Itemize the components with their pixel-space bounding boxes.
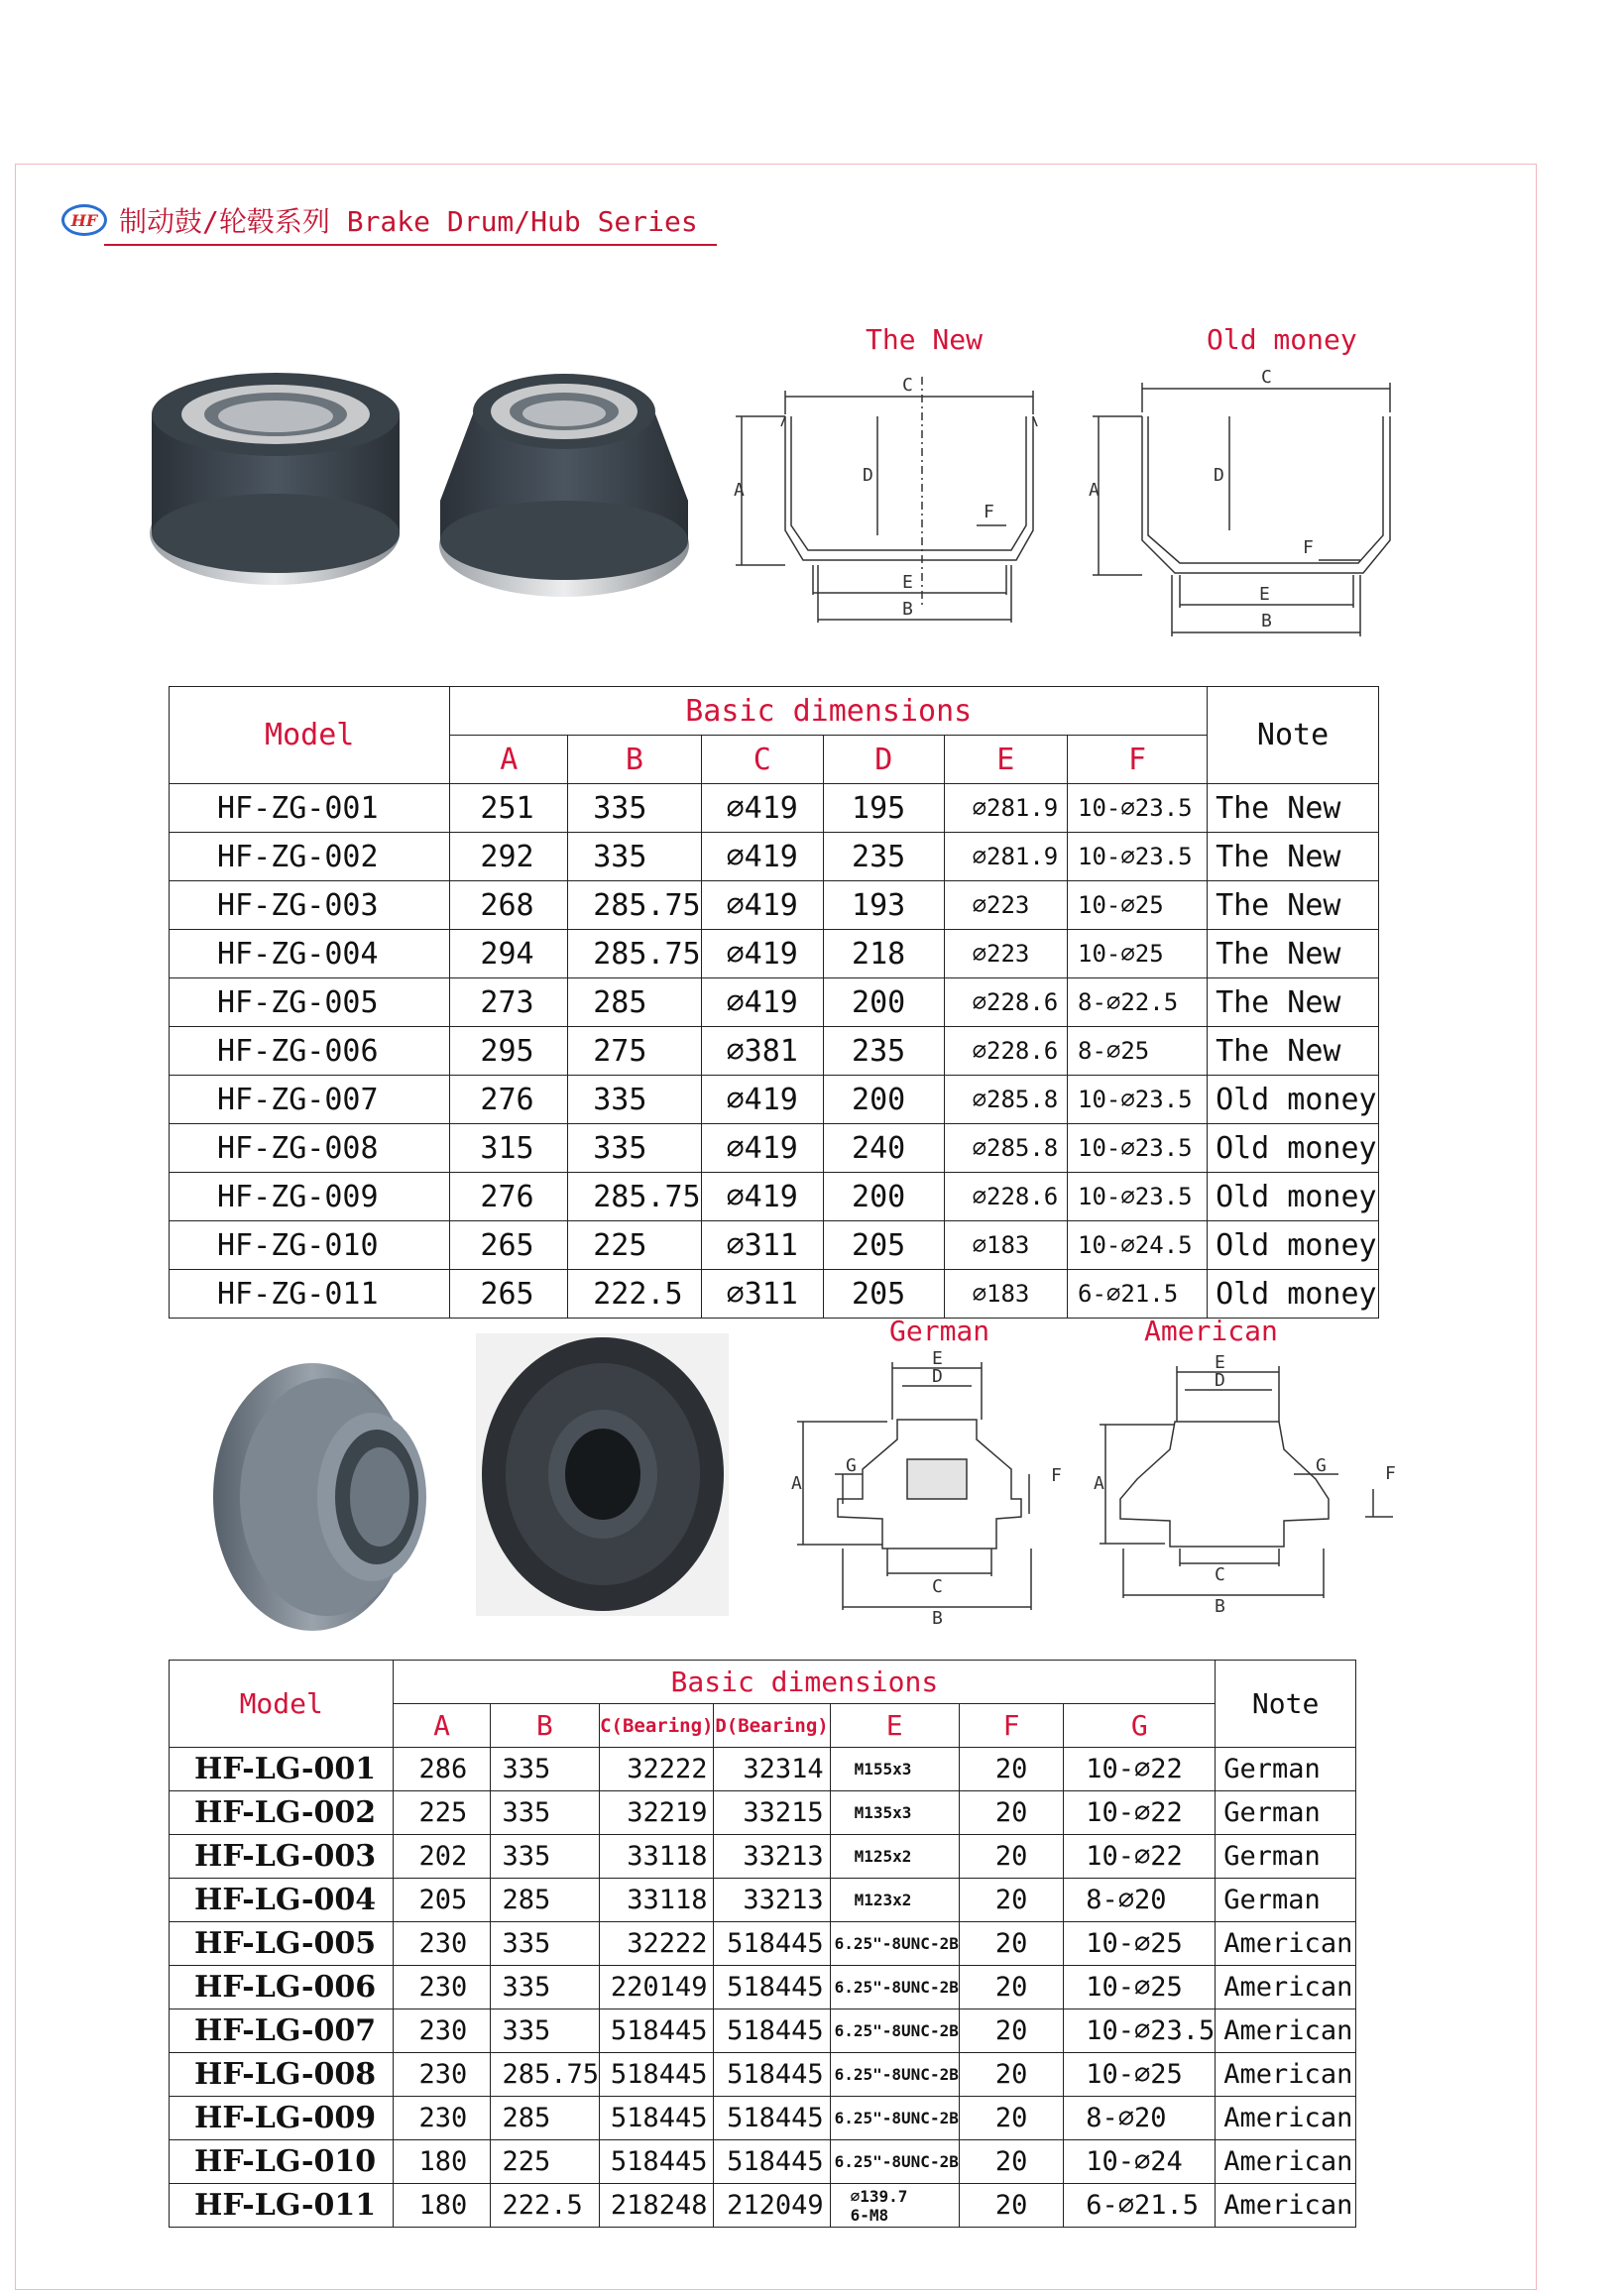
cell-a: 315 [450, 1124, 568, 1173]
cell-a: 294 [450, 930, 568, 978]
col-header-e: E [830, 1704, 959, 1748]
table-row [170, 1221, 1379, 1270]
diagram-title-the-new: The New [866, 323, 984, 356]
cell-b: 335 [568, 1076, 701, 1124]
cell-a: 292 [450, 833, 568, 881]
cell-g: 8-⌀20 [1064, 1879, 1216, 1922]
table-row [170, 2184, 1356, 2228]
cell-b: 335 [568, 784, 701, 833]
cell-a: 276 [450, 1173, 568, 1221]
col-header-f: F [959, 1704, 1063, 1748]
dim-letter-c: C [1215, 1564, 1225, 1585]
hub-dimension-table [169, 1660, 1356, 2228]
hub-photo-2 [476, 1333, 729, 1616]
cell-b: 285.75 [568, 881, 701, 930]
cell-c-bearing: 33118 [600, 1879, 714, 1922]
note-cell: The New [1208, 833, 1379, 881]
note-cell: Old money [1208, 1124, 1379, 1173]
model-cell: HF-LG-011 [170, 2184, 394, 2228]
col-header-c-bearing: C(Bearing) [600, 1704, 714, 1748]
cell-a: 225 [394, 1791, 490, 1835]
cell-a: 276 [450, 1076, 568, 1124]
table-row [170, 1748, 1356, 1791]
brake-drum-dimension-table [169, 686, 1379, 1319]
dim-letter-e: E [1215, 1352, 1225, 1373]
cell-e-line-1: ⌀139.7 [850, 2186, 908, 2206]
cell-a: 295 [450, 1027, 568, 1076]
dim-letter-a: A [1094, 1473, 1104, 1494]
cell-e: 6.25"-8UNC-2B [830, 2140, 959, 2184]
cell-c: ⌀419 [701, 833, 823, 881]
model-cell: HF-LG-006 [170, 1966, 394, 2009]
cell-b: 285 [490, 2097, 600, 2140]
table-row [170, 1835, 1356, 1879]
dim-letter-e: E [902, 572, 913, 593]
cell-f: 10-⌀23.5 [1068, 1124, 1208, 1173]
model-cell: HF-ZG-004 [170, 930, 450, 978]
diagram-title-old-money: Old money [1207, 323, 1357, 356]
table-row [170, 1791, 1356, 1835]
table-row [170, 1966, 1356, 2009]
model-cell: HF-ZG-008 [170, 1124, 450, 1173]
cell-g: 10-⌀25 [1064, 2053, 1216, 2097]
dim-letter-c: C [932, 1576, 943, 1597]
dim-letter-a: A [791, 1473, 802, 1494]
note-cell: The New [1208, 930, 1379, 978]
table-row [170, 1879, 1356, 1922]
col-header-b: B [568, 736, 701, 784]
model-cell: HF-LG-008 [170, 2053, 394, 2097]
table-row [170, 881, 1379, 930]
cell-e: 6.25"-8UNC-2B [830, 2097, 959, 2140]
model-cell: HF-LG-001 [170, 1748, 394, 1791]
model-cell: HF-LG-010 [170, 2140, 394, 2184]
cell-d: 200 [824, 1076, 945, 1124]
cell-d: 200 [824, 978, 945, 1027]
cell-a: 180 [394, 2140, 490, 2184]
note-cell: German [1216, 1791, 1356, 1835]
cell-e: ⌀281.9 [944, 784, 1067, 833]
cell-d: 205 [824, 1270, 945, 1319]
dim-letter-b: B [902, 599, 913, 620]
model-cell: HF-ZG-002 [170, 833, 450, 881]
model-cell: HF-LG-004 [170, 1879, 394, 1922]
page-title: 制动鼓/轮毂系列 Brake Drum/Hub Series [119, 205, 698, 238]
diagram-title-american: American [1144, 1315, 1278, 1347]
cell-d: 195 [824, 784, 945, 833]
diagram-title-german: German [889, 1315, 990, 1347]
note-cell: Old money [1208, 1076, 1379, 1124]
table-row [170, 1270, 1379, 1319]
note-cell: American [1216, 1922, 1356, 1966]
cell-c-bearing: 220149 [600, 1966, 714, 2009]
cell-f: 20 [959, 2140, 1063, 2184]
dim-letter-d: D [1215, 1370, 1225, 1391]
cell-f: 20 [959, 2053, 1063, 2097]
note-cell: American [1216, 2009, 1356, 2053]
cell-b: 335 [490, 1835, 600, 1879]
cell-c: ⌀311 [701, 1221, 823, 1270]
cell-b: 285.75 [568, 1173, 701, 1221]
cell-c-bearing: 32222 [600, 1748, 714, 1791]
hf-logo: HF [61, 204, 107, 236]
dim-letter-g: G [1316, 1455, 1327, 1476]
cell-a: 265 [450, 1221, 568, 1270]
cell-c-bearing: 32222 [600, 1922, 714, 1966]
note-cell: German [1216, 1879, 1356, 1922]
col-header-basic-dimensions: Basic dimensions [394, 1661, 1216, 1704]
cell-e: ⌀223 [944, 881, 1067, 930]
cell-d: 193 [824, 881, 945, 930]
cell-f: 20 [959, 2097, 1063, 2140]
brake-drum-photo-1 [144, 355, 406, 593]
cell-b: 335 [568, 833, 701, 881]
cell-e [830, 2184, 959, 2228]
cell-f: 20 [959, 1966, 1063, 2009]
drum-diagram-the-new [724, 367, 1061, 634]
col-header-note: Note [1208, 687, 1379, 784]
col-header-model: Model [170, 687, 450, 784]
table-row [170, 784, 1379, 833]
cell-g: 10-⌀22 [1064, 1835, 1216, 1879]
cell-g: 10-⌀23.5 [1064, 2009, 1216, 2053]
cell-e: ⌀285.8 [944, 1076, 1067, 1124]
col-header-model: Model [170, 1661, 394, 1748]
cell-f: 10-⌀25 [1068, 930, 1208, 978]
cell-b: 335 [490, 2009, 600, 2053]
cell-g: 10-⌀25 [1064, 1966, 1216, 2009]
cell-g: 6-⌀21.5 [1064, 2184, 1216, 2228]
col-header-g: G [1064, 1704, 1216, 1748]
table-row [170, 930, 1379, 978]
cell-c-bearing: 33118 [600, 1835, 714, 1879]
dim-letter-f: F [984, 502, 994, 522]
col-header-note: Note [1216, 1661, 1356, 1748]
model-cell: HF-ZG-010 [170, 1221, 450, 1270]
cell-d-bearing: 33213 [714, 1835, 830, 1879]
dim-letter-c: C [1261, 367, 1272, 388]
cell-b: 275 [568, 1027, 701, 1076]
cell-b: 285.75 [568, 930, 701, 978]
cell-e: M125x2 [830, 1835, 959, 1879]
cell-e: ⌀281.9 [944, 833, 1067, 881]
cell-f: 20 [959, 1879, 1063, 1922]
cell-b: 335 [568, 1124, 701, 1173]
cell-c: ⌀419 [701, 978, 823, 1027]
dim-letter-e: E [1259, 584, 1270, 605]
cell-f: 20 [959, 1922, 1063, 1966]
cell-e: 6.25"-8UNC-2B [830, 1922, 959, 1966]
dim-letter-b: B [1261, 611, 1272, 631]
cell-f: 10-⌀23.5 [1068, 1173, 1208, 1221]
cell-f: 10-⌀25 [1068, 881, 1208, 930]
dim-letter-f: F [1385, 1463, 1396, 1484]
cell-f: 8-⌀25 [1068, 1027, 1208, 1076]
cell-a: 230 [394, 1966, 490, 2009]
cell-f: 20 [959, 1791, 1063, 1835]
cell-a: 230 [394, 1922, 490, 1966]
model-cell: HF-LG-003 [170, 1835, 394, 1879]
dim-letter-c: C [902, 375, 913, 396]
cell-b: 285 [490, 1879, 600, 1922]
model-cell: HF-ZG-005 [170, 978, 450, 1027]
cell-e: ⌀183 [944, 1270, 1067, 1319]
cell-f: 10-⌀24.5 [1068, 1221, 1208, 1270]
cell-b: 335 [490, 1966, 600, 2009]
col-header-f: F [1068, 736, 1208, 784]
table-row [170, 2053, 1356, 2097]
model-cell: HF-LG-007 [170, 2009, 394, 2053]
table-row [170, 1027, 1379, 1076]
dim-letter-d: D [863, 465, 873, 486]
note-cell: German [1216, 1835, 1356, 1879]
note-cell: American [1216, 2184, 1356, 2228]
col-header-d: D [824, 736, 945, 784]
cell-a: 230 [394, 2053, 490, 2097]
cell-d: 205 [824, 1221, 945, 1270]
col-header-c: C [701, 736, 823, 784]
cell-f: 20 [959, 2184, 1063, 2228]
cell-b: 335 [490, 1791, 600, 1835]
model-cell: HF-ZG-009 [170, 1173, 450, 1221]
note-cell: American [1216, 2097, 1356, 2140]
cell-g: 8-⌀20 [1064, 2097, 1216, 2140]
note-cell: The New [1208, 1027, 1379, 1076]
cell-e: ⌀228.6 [944, 978, 1067, 1027]
cell-d-bearing: 33215 [714, 1791, 830, 1835]
cell-f: 8-⌀22.5 [1068, 978, 1208, 1027]
note-cell: American [1216, 2140, 1356, 2184]
cell-d: 235 [824, 833, 945, 881]
table-row [170, 2009, 1356, 2053]
note-cell: Old money [1208, 1270, 1379, 1319]
cell-e: 6.25"-8UNC-2B [830, 2053, 959, 2097]
cell-e: ⌀285.8 [944, 1124, 1067, 1173]
cell-d-bearing: 32314 [714, 1748, 830, 1791]
note-cell: The New [1208, 881, 1379, 930]
cell-e: M123x2 [830, 1879, 959, 1922]
table-row [170, 1173, 1379, 1221]
cell-d-bearing: 518445 [714, 1966, 830, 2009]
cell-f: 10-⌀23.5 [1068, 784, 1208, 833]
cell-f: 10-⌀23.5 [1068, 833, 1208, 881]
hub-diagram-american [1086, 1350, 1403, 1628]
cell-d-bearing: 518445 [714, 2053, 830, 2097]
dim-letter-e: E [932, 1350, 943, 1369]
model-cell: HF-LG-002 [170, 1791, 394, 1835]
cell-c-bearing: 518445 [600, 2140, 714, 2184]
col-header-basic-dimensions: Basic dimensions [450, 687, 1208, 736]
dim-letter-d: D [1214, 465, 1224, 486]
col-header-e: E [944, 736, 1067, 784]
note-cell: American [1216, 2053, 1356, 2097]
dim-letter-b: B [1215, 1596, 1225, 1617]
model-cell: HF-ZG-006 [170, 1027, 450, 1076]
dim-letter-d: D [932, 1366, 943, 1387]
cell-d-bearing: 518445 [714, 2140, 830, 2184]
cell-d: 235 [824, 1027, 945, 1076]
cell-c-bearing: 32219 [600, 1791, 714, 1835]
cell-c: ⌀419 [701, 1173, 823, 1221]
cell-e: ⌀223 [944, 930, 1067, 978]
cell-b: 285 [568, 978, 701, 1027]
table-row [170, 1124, 1379, 1173]
note-cell: American [1216, 1966, 1356, 2009]
cell-a: 273 [450, 978, 568, 1027]
model-cell: HF-ZG-001 [170, 784, 450, 833]
table-row [170, 1922, 1356, 1966]
cell-d: 240 [824, 1124, 945, 1173]
cell-a: 265 [450, 1270, 568, 1319]
cell-d-bearing: 212049 [714, 2184, 830, 2228]
cell-c: ⌀419 [701, 881, 823, 930]
dim-letter-a: A [1089, 480, 1100, 501]
table-row [170, 978, 1379, 1027]
cell-d: 218 [824, 930, 945, 978]
hub-diagram-german [783, 1350, 1071, 1628]
note-cell: German [1216, 1748, 1356, 1791]
cell-e: M155x3 [830, 1748, 959, 1791]
cell-f: 6-⌀21.5 [1068, 1270, 1208, 1319]
brake-drum-photo-2 [434, 352, 694, 600]
cell-c-bearing: 518445 [600, 2053, 714, 2097]
cell-e: 6.25"-8UNC-2B [830, 1966, 959, 2009]
cell-e: 6.25"-8UNC-2B [830, 2009, 959, 2053]
cell-b: 335 [490, 1748, 600, 1791]
cell-d-bearing: 33213 [714, 1879, 830, 1922]
cell-b: 222.5 [490, 2184, 600, 2228]
cell-a: 230 [394, 2009, 490, 2053]
cell-d-bearing: 518445 [714, 2009, 830, 2053]
table-row [170, 2140, 1356, 2184]
dim-letter-b: B [932, 1608, 943, 1628]
cell-e: ⌀228.6 [944, 1173, 1067, 1221]
title-underline [104, 244, 717, 246]
cell-e: ⌀183 [944, 1221, 1067, 1270]
col-header-d-bearing: D(Bearing) [714, 1704, 830, 1748]
cell-c: ⌀419 [701, 930, 823, 978]
model-cell: HF-ZG-011 [170, 1270, 450, 1319]
cell-a: 230 [394, 2097, 490, 2140]
model-cell: HF-LG-005 [170, 1922, 394, 1966]
cell-c: ⌀419 [701, 1076, 823, 1124]
cell-b: 225 [490, 2140, 600, 2184]
cell-g: 10-⌀22 [1064, 1748, 1216, 1791]
cell-f: 10-⌀23.5 [1068, 1076, 1208, 1124]
page-header [61, 200, 698, 240]
cell-e: M135x3 [830, 1791, 959, 1835]
cell-a: 180 [394, 2184, 490, 2228]
cell-b: 222.5 [568, 1270, 701, 1319]
col-header-b: B [490, 1704, 600, 1748]
cell-c: ⌀381 [701, 1027, 823, 1076]
table-row [170, 833, 1379, 881]
dim-letter-g: G [846, 1455, 857, 1476]
cell-g: 10-⌀25 [1064, 1922, 1216, 1966]
model-cell: HF-ZG-003 [170, 881, 450, 930]
cell-a: 205 [394, 1879, 490, 1922]
cell-f: 20 [959, 1748, 1063, 1791]
cell-g: 10-⌀22 [1064, 1791, 1216, 1835]
model-cell: HF-LG-009 [170, 2097, 394, 2140]
model-cell: HF-ZG-007 [170, 1076, 450, 1124]
cell-d: 200 [824, 1173, 945, 1221]
cell-c-bearing: 518445 [600, 2097, 714, 2140]
drum-diagram-old-money [1081, 367, 1408, 644]
cell-c-bearing: 218248 [600, 2184, 714, 2228]
cell-c: ⌀419 [701, 784, 823, 833]
cell-b: 335 [490, 1922, 600, 1966]
col-header-a: A [450, 736, 568, 784]
cell-b: 225 [568, 1221, 701, 1270]
hub-photo-1 [203, 1348, 451, 1636]
dim-letter-f: F [1051, 1465, 1062, 1486]
table-row [170, 1076, 1379, 1124]
note-cell: The New [1208, 784, 1379, 833]
cell-c-bearing: 518445 [600, 2009, 714, 2053]
cell-a: 202 [394, 1835, 490, 1879]
dim-letter-a: A [734, 480, 745, 501]
cell-a: 251 [450, 784, 568, 833]
note-cell: Old money [1208, 1173, 1379, 1221]
cell-d-bearing: 518445 [714, 2097, 830, 2140]
cell-a: 286 [394, 1748, 490, 1791]
cell-e: ⌀228.6 [944, 1027, 1067, 1076]
cell-g: 10-⌀24 [1064, 2140, 1216, 2184]
cell-f: 20 [959, 1835, 1063, 1879]
dim-letter-f: F [1303, 537, 1314, 558]
table-row [170, 2097, 1356, 2140]
cell-d-bearing: 518445 [714, 1922, 830, 1966]
cell-c: ⌀311 [701, 1270, 823, 1319]
cell-f: 20 [959, 2009, 1063, 2053]
cell-e-line-2: 6-M8 [850, 2205, 889, 2225]
col-header-a: A [394, 1704, 490, 1748]
cell-b: 285.75 [490, 2053, 600, 2097]
cell-c: ⌀419 [701, 1124, 823, 1173]
note-cell: Old money [1208, 1221, 1379, 1270]
cell-a: 268 [450, 881, 568, 930]
note-cell: The New [1208, 978, 1379, 1027]
